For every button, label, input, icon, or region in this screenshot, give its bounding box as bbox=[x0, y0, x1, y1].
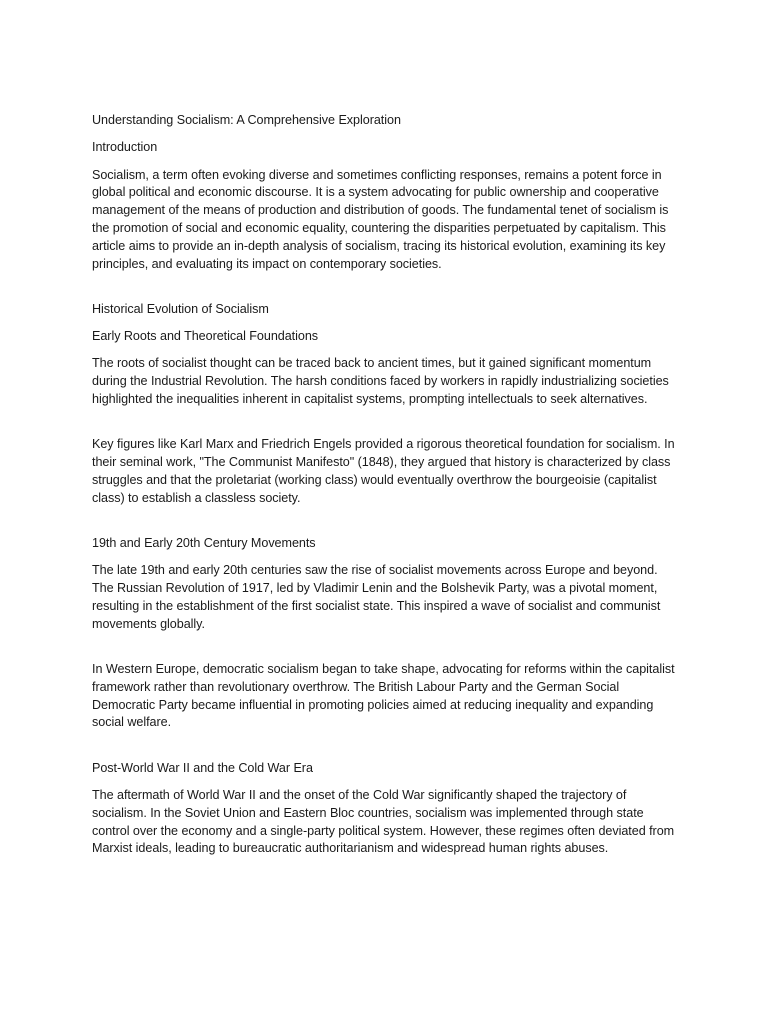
early-roots-paragraph-1: The roots of socialist thought can be traced back to ancient times, but it gained significant momentum during the Industrial Revolution. The harsh conditions faced by workers in rapidly industrializing societies highlighted the inequalities inherent in capitalist systems, prompting intellectuals to seek alternatives. bbox=[92, 356, 669, 407]
movements-paragraph-2: In Western Europe, democratic socialism began to take shape, advocating for reforms within the capitalist framework rather than revolutionary overthrow. The British Labour Party and the German Social Democratic Party became influential in promoting policies aimed at reducing inequality and expanding social welfare. bbox=[92, 662, 675, 730]
document-title: Understanding Socialism: A Comprehensive Exploration bbox=[92, 113, 401, 127]
paragraph-spacer bbox=[92, 418, 682, 436]
subsection-heading-movements: 19th and Early 20th Century Movements bbox=[92, 536, 316, 551]
subsection-heading-cold-war: Post-World War II and the Cold War Era bbox=[92, 760, 313, 775]
section-heading-introduction: Introduction bbox=[92, 140, 158, 155]
paragraph-spacer bbox=[92, 742, 682, 760]
subsection-heading-early-roots: Early Roots and Theoretical Foundations bbox=[92, 329, 319, 344]
intro-paragraph: Socialism, a term often evoking diverse and sometimes conflicting responses, remains a potent force in global political and economic discourse. It is a system advocating for public ownership and cooperative management of the means of production and distribution of goods. The fundamental tenet of socialism is the promotion of social and economic equality, countering the disparities perpetuated by capitalism. This article aims to provide an in-depth analysis of socialism, tracing its historical evolution, examining its key principles, and evaluating its impact on contemporary societies. bbox=[92, 167, 669, 271]
paragraph-spacer bbox=[92, 517, 682, 535]
paragraph-spacer bbox=[92, 283, 682, 301]
movements-paragraph-1: The late 19th and early 20th centuries saw the rise of socialist movements across Europe and beyond. The Russian Revolution of 1917, led by Vladimir Lenin and the Bolshevik Party, was a pivotal moment, resulting in the establishment of the first socialist state. This inspired a wave of socialist and communist movements globally. bbox=[92, 563, 661, 631]
cold-war-paragraph-1: The aftermath of World War II and the onset of the Cold War significantly shaped the trajectory of socialism. In the Soviet Union and Eastern Bloc countries, socialism was implemented through state control over the economy and a single-party political system. However, these regimes often deviated from Marxist ideals, leading to bureaucratic authoritarianism and widespread human rights abuses. bbox=[92, 788, 675, 856]
section-heading-historical-evolution: Historical Evolution of Socialism bbox=[92, 301, 269, 316]
document-body bbox=[92, 112, 682, 868]
paragraph-spacer bbox=[92, 643, 682, 661]
early-roots-paragraph-2: Key figures like Karl Marx and Friedrich Engels provided a rigorous theoretical foundation for socialism. In their seminal work, "The Communist Manifesto" (1848), they argued that history is characterized by class struggles and that the proletariat (working class) would eventually overthrow the bourgeoisie (capitalist class) to establish a classless society. bbox=[92, 437, 675, 505]
